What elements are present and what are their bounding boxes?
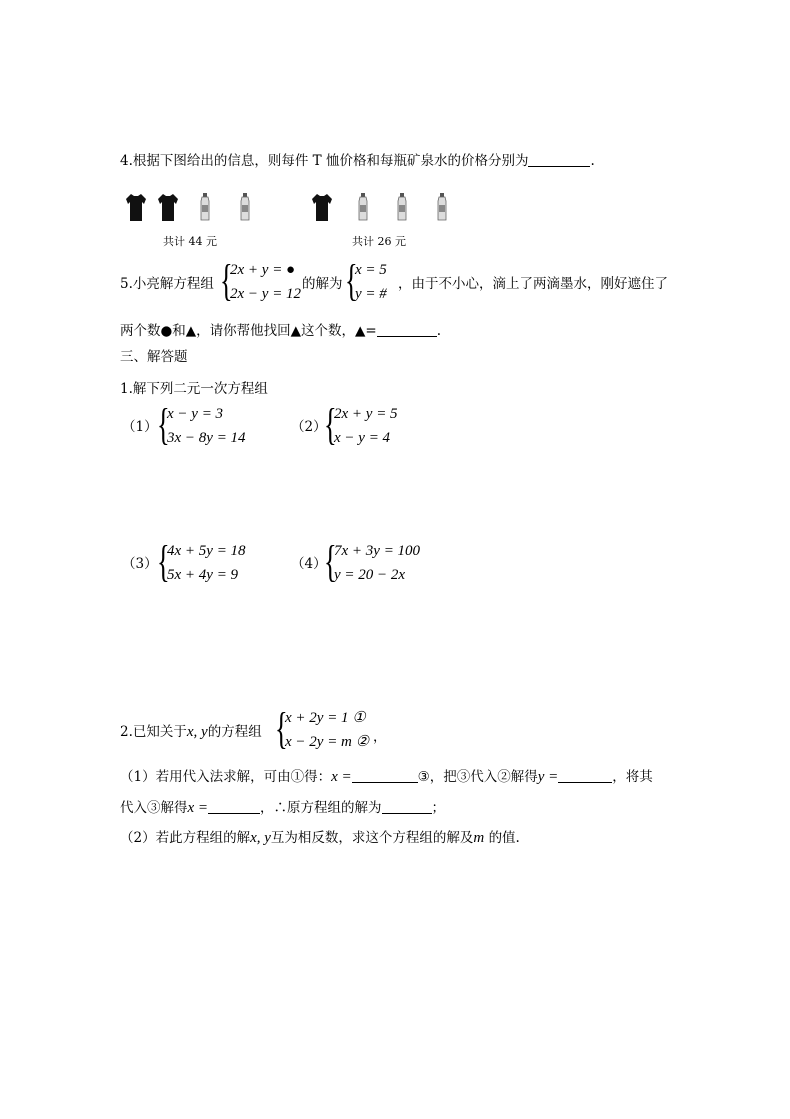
- q5-suffix: ，由于不小心，滴上了两滴墨水，刚好遮住了: [398, 276, 668, 292]
- brace: {: [157, 537, 170, 586]
- brace: {: [345, 256, 358, 305]
- q2-part1-line2: [120, 799, 445, 817]
- q1-p2-eq1: 2x + y = 5: [334, 406, 398, 422]
- q1-title: 1.解下列二元一次方程组: [120, 381, 268, 397]
- q5-line2-text: 两个数●和▲，请你帮他找回▲这个数，▲=: [120, 323, 377, 339]
- q5-end: .: [436, 323, 442, 339]
- q2-part1-c: ，将其: [612, 769, 653, 785]
- q1-p4-eq1: 7x + 3y = 100: [334, 543, 421, 559]
- q2-header: [120, 723, 262, 741]
- brace: {: [324, 537, 337, 586]
- q2-eq2: x − 2y = m ②: [285, 734, 370, 750]
- q2-part1-line1: [120, 768, 653, 786]
- q1-p2-label: （2）: [291, 419, 327, 435]
- q2-x-blank[interactable]: [352, 768, 418, 783]
- bottle-icon: [200, 193, 210, 221]
- q5-prefix: 5.小亮解方程组: [120, 276, 214, 292]
- brace: {: [275, 704, 288, 753]
- brace: {: [157, 400, 170, 449]
- q2-part2-c: 的值.: [488, 830, 520, 846]
- q2-part2: [120, 829, 520, 847]
- q4-text: 4.根据下图给出的信息，则每件 T 恤价格和每瓶矿泉水的价格分别为: [120, 153, 529, 169]
- q4-text-line: [120, 152, 595, 170]
- q4-end: .: [590, 153, 595, 169]
- q1-p4-eq2: y = 20 − 2x: [334, 567, 406, 583]
- q5-mid: 的解为: [302, 276, 343, 292]
- q1-p1-eq2: 3x − 8y = 14: [167, 430, 246, 446]
- bottle-icon: [437, 193, 447, 221]
- bottle-icon: [358, 193, 368, 221]
- q1-p1-label: （1）: [122, 419, 158, 435]
- q2-part1-x: x =: [331, 769, 352, 785]
- q5-answer-blank[interactable]: [377, 322, 437, 337]
- brace: {: [220, 256, 233, 305]
- q2-comma: ，: [373, 729, 387, 745]
- q1-p4-label: （4）: [291, 556, 327, 572]
- q2-prefix: 2.已知关于: [120, 724, 187, 740]
- tshirt-icon: [157, 192, 179, 222]
- q5-line2: [120, 322, 441, 340]
- q4-answer-blank[interactable]: [528, 152, 590, 167]
- q2-part2-a: （2）若此方程组的解: [120, 830, 251, 846]
- q2-line2-b: ，∴原方程组的解为: [260, 800, 382, 816]
- q2-solution-blank[interactable]: [382, 799, 432, 814]
- q1-p2-eq2: x − y = 4: [334, 430, 391, 446]
- bottle-icon: [397, 193, 407, 221]
- tshirt-icon: [311, 192, 333, 222]
- q4-caption-right: 共计 26 元: [352, 235, 406, 248]
- q2-part1-y: y =: [537, 769, 559, 785]
- q1-p1-eq1: x − y = 3: [167, 406, 224, 422]
- q5-sol2: y = #: [355, 286, 387, 302]
- q2-part2-vars: x, y: [250, 830, 271, 846]
- q2-part1-b: ③，把③代入②解得: [417, 769, 538, 785]
- q5-eq1: 2x + y = ●: [230, 262, 296, 278]
- q4-caption-left: 共计 44 元: [163, 235, 217, 248]
- brace: {: [324, 400, 337, 449]
- q2-part2-b: 互为相反数，求这个方程组的解及: [270, 830, 474, 846]
- q1-p3-eq1: 4x + 5y = 18: [167, 543, 246, 559]
- q2-eq1: x + 2y = 1 ①: [285, 710, 366, 726]
- q2-vars: x, y: [186, 724, 208, 740]
- q2-line2-x: x =: [187, 800, 209, 816]
- q2-mid: 的方程组: [207, 724, 262, 740]
- q2-part1-a: （1）若用代入法求解，可由①得：: [120, 769, 332, 785]
- section3-title: 三、解答题: [120, 349, 188, 365]
- q1-p3-eq2: 5x + 4y = 9: [167, 567, 239, 583]
- q2-line2-c: ；: [431, 800, 446, 816]
- q5-eq2: 2x − y = 12: [230, 286, 302, 302]
- q2-x-value-blank[interactable]: [208, 799, 260, 814]
- q2-line2-a: 代入③解得: [120, 800, 188, 816]
- q2-y-blank[interactable]: [558, 768, 612, 783]
- tshirt-icon: [125, 192, 147, 222]
- q1-p3-label: （3）: [122, 556, 158, 572]
- bottle-icon: [240, 193, 250, 221]
- q2-part2-m: m: [473, 830, 485, 846]
- q5-sol1: x = 5: [355, 262, 387, 278]
